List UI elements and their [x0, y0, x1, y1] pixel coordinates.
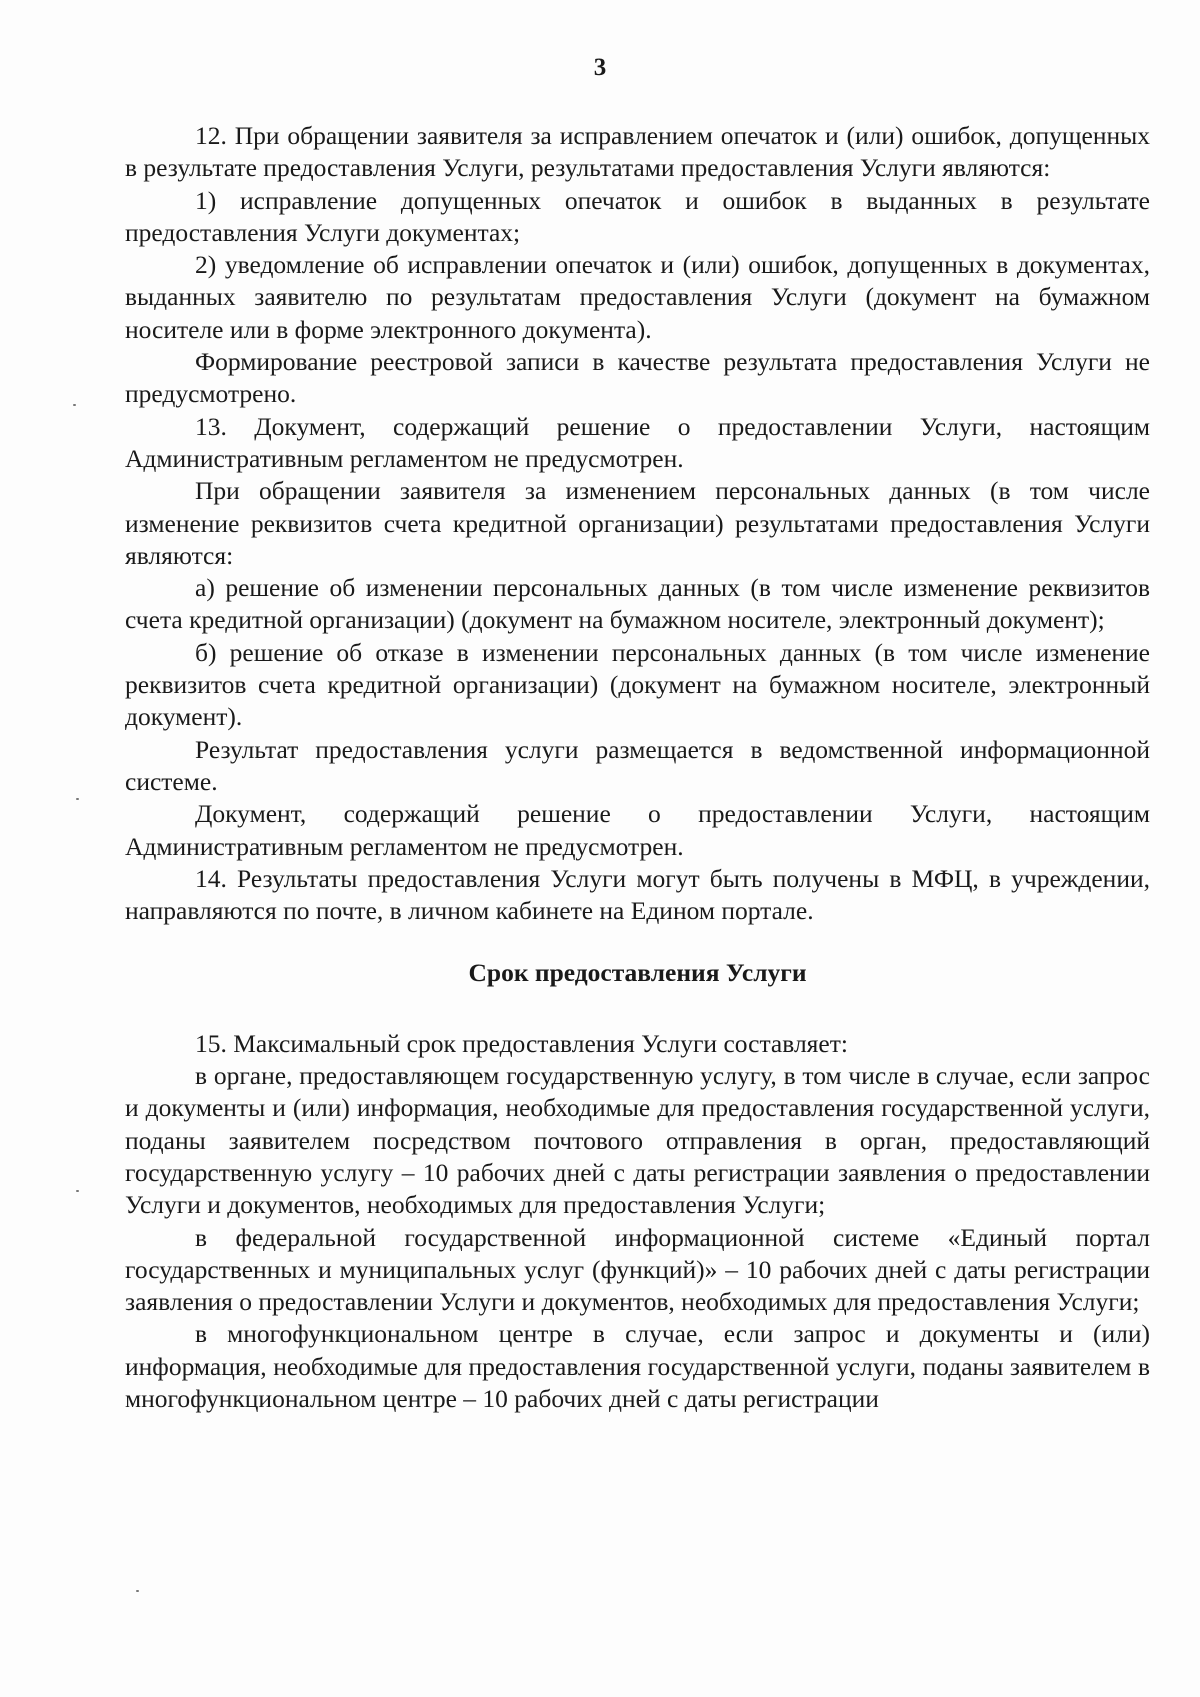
paragraph-decision-document: Документ, содержащий решение о предоставлении Услуги, настоящим Административным регламентом не предусмотрен. — [125, 799, 1150, 861]
document-body — [125, 120, 1150, 1415]
paragraph-15-mfc: в многофункциональном центре в случае, если запрос и документы и (или) информация, необходимые для предоставления государственной услуги, поданы заявителем в многофункциональном центре – 10 рабочих дней с даты регистрации — [125, 1319, 1150, 1413]
paragraph-12-item-1: 1) исправление допущенных опечаток и ошибок в выданных в результате предоставления Услуги документах; — [125, 185, 1150, 247]
scan-speck — [76, 798, 79, 800]
paragraph-15: 15. Максимальный срок предоставления Услуги составляет: — [195, 1028, 848, 1058]
scan-speck — [73, 404, 76, 406]
paragraph-item-a: а) решение об изменении персональных данных (в том числе изменение реквизитов счета кредитной организации) (документ на бумажном носителе, электронный документ); — [125, 573, 1150, 635]
paragraph-15-organ: в органе, предоставляющем государственную услугу, в том числе в случае, если запрос и документы и (или) информация, необходимые для предоставления государственной услуги, поданы заявителем посредством почтового отправления в орган, предоставляющий государственную услугу – 10 рабочих дней с даты регистрации заявления о предоставлении Услуги и документов, необходимых для предоставления Услуги; — [125, 1061, 1150, 1220]
paragraph-14: 14. Результаты предоставления Услуги могут быть получены в МФЦ, в учреждении, направляются по почте, в личном кабинете на Едином портале. — [125, 863, 1150, 926]
paragraph-result-placement: Результат предоставления услуги размещается в ведомственной информационной системе. — [125, 734, 1150, 796]
paragraph-13: 13. Документ, содержащий решение о предоставлении Услуги, настоящим Административным регламентом не предусмотрен. — [125, 411, 1150, 473]
paragraph-registry-record: Формирование реестровой записи в качестве результата предоставления Услуги не предусмотрено. — [125, 347, 1150, 409]
scan-speck — [136, 1590, 139, 1592]
paragraph-12: 12. При обращении заявителя за исправлением опечаток и (или) ошибок, допущенных в результате предоставления Услуги, результатами предоставления Услуги являются: — [125, 121, 1150, 183]
section-heading: Срок предоставления Услуги — [468, 958, 807, 988]
scan-speck — [76, 1190, 79, 1192]
paragraph-item-b: б) решение об отказе в изменении персональных данных (в том числе изменение реквизитов счета кредитной организации) (документ на бумажном носителе, электронный документ). — [125, 637, 1150, 732]
paragraph-12-item-2: 2) уведомление об исправлении опечаток и (или) ошибок, допущенных в документах, выданных заявителю по результатам предоставления Услуги (документ на бумажном носителе или в форме электронного документа). — [125, 250, 1150, 344]
page-number: 3 — [593, 54, 607, 81]
paragraph-personal-data: При обращении заявителя за изменением персональных данных (в том числе изменение реквизитов счета кредитной организации) результатами предоставления Услуги являются: — [125, 476, 1150, 570]
paragraph-15-portal: в федеральной государственной информационной системе «Единый портал государственных и муниципальных услуг (функций)» – 10 рабочих дней с даты регистрации заявления о предоставлении Услуги и документов, необходимых для предоставления Услуги; — [125, 1222, 1150, 1317]
